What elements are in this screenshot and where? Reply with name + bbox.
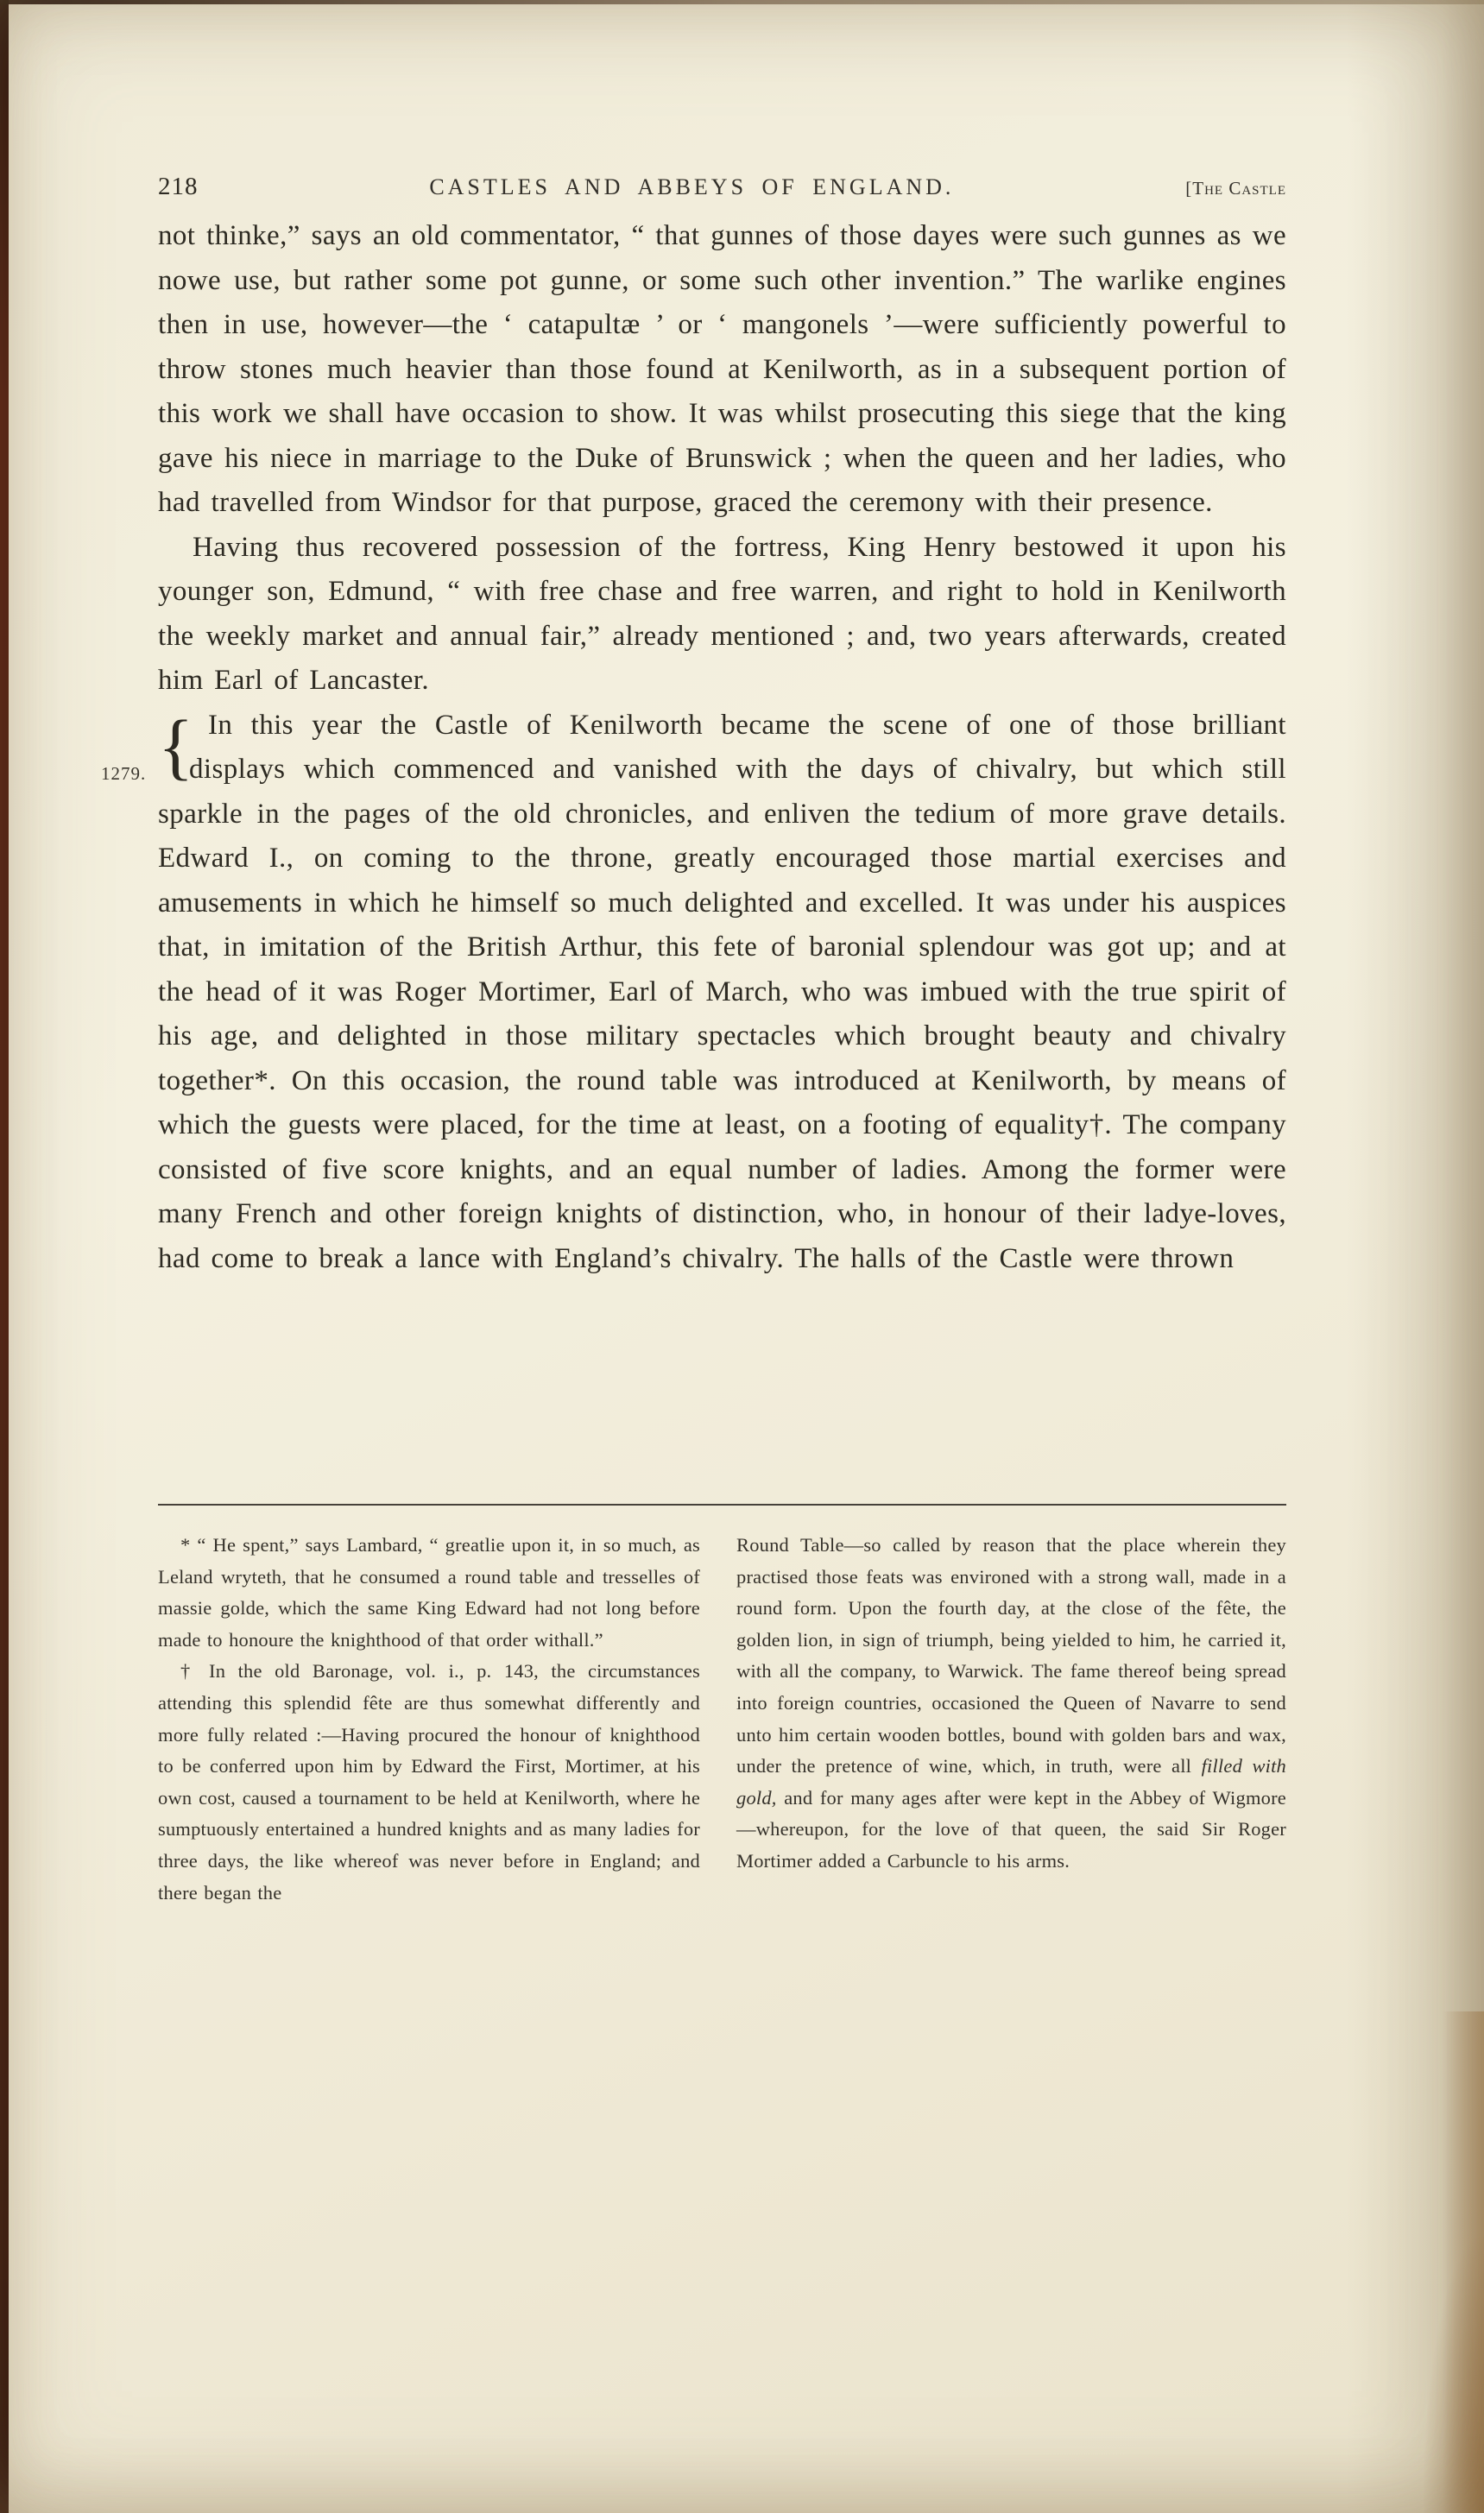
footnote-continuation-part1: Round Table—so called by reason that the place wherein they practised those feats was environed with a strong wall, made in a round form. Upon the fourth day, at the close of the fête, the golden lion, in sign of triumph, being yielded to him, he carried it, with all the company, to Warwick. The fame thereof being spread into foreign countries, occasioned the Queen of Navarre to send unto him certain wooden bottles, bound with golden bars and wax, under the pretence of wine, which, in truth, were all — [736, 1534, 1286, 1777]
footnote-dagger: † In the old Baronage, vol. i., p. 143, the circumstances attending this splendid fête are thus somewhat differently and more fully related :—Having procured the honour of knighthood to be conferred upon him by Edward the First, Mortimer, at his own cost, caused a tournament to be held at Kenilworth, where he sumptuously entertained a hundred knights and as many ladies for three days, the like whereof was never before in England; and there began the — [158, 1660, 700, 1904]
top-edge-shadow — [0, 0, 1484, 4]
running-head: CASTLES AND ABBEYS OF ENGLAND. — [429, 174, 955, 199]
footnote-right-column — [736, 1530, 1286, 1909]
paragraph-3-text: In this year the Castle of Kenilworth became the scene of one of those brilliant displays which commenced and vanished with the days of chivalry, but which still sparkle in the pages of the old chronicles, and enliven the tedium of more grave details. Edward I., on coming to the throne, greatly encouraged those martial exercises and amusements in which he himself so much delighted and excelled. It was under his auspices that, in imitation of the British Arthur, this fete of baronial splendour was got up; and at the head of it was Roger Mortimer, Earl of March, who was imbued with the true spirit of his age, and delighted in those military spectacles which brought beauty and chivalry together*. On this occasion, the round table was introduced at Kenilworth, by means of which the guests were placed, for the time at least, on a footing of equality†. The company consisted of five score knights, and an equal number of ladies. Among the former were many French and other foreign knights of distinction, who, in honour of their ladye-loves, had come to break a lance with England’s chivalry. The halls of the Castle were thrown — [158, 709, 1286, 1274]
paragraph-3 — [101, 704, 1286, 1282]
section-header-right: [The Castle — [1185, 178, 1286, 199]
footnote-continuation-part2: and for many ages after were kept in the Abbey of Wigmore—whereupon, for the love of that queen, the said Sir Roger Mortimer added a Carbuncle to his arms. — [736, 1786, 1286, 1872]
body-text — [101, 214, 1286, 1281]
paragraph-1: not thinke,” says an old commentator, “ that gunnes of those dayes were such gunnes as we nowe use, but rather some pot gunne, or some such other invention.” The warlike engines then in use, however—the ‘ catapultæ ’ or ‘ mangonels ’—were sufficiently powerful to throw stones much heavier than those found at Kenilworth, as in a subsequent portion of this work we shall have occasion to show. It was whilst prosecuting this siege that the king gave his niece in marriage to the Duke of Brunswick ; when the queen and her ladies, who had travelled from Windsor for that purpose, graced the ceremony with their presence. — [158, 220, 1286, 518]
footnotes — [158, 1530, 1286, 1909]
page-header — [158, 173, 1286, 201]
brace-glyph: { — [158, 704, 194, 787]
footnote-divider-rule — [158, 1504, 1286, 1506]
footnote-star: * “ He spent,” says Lambard, “ greatlie upon it, in so much, as Leland wryteth, that he consumed a round table and tresselles of massie golde, which the same King Edward had not long before made to honoure the knighthood of that order withall.” — [158, 1534, 700, 1651]
margin-year-note: 1279. — [101, 762, 147, 784]
bottom-corner-stain — [1424, 2237, 1484, 2513]
footnote-italic-phrase: filled with gold, — [736, 1755, 1287, 1809]
paragraph-2: Having thus recovered possession of the fortress, King Henry bestowed it upon his younger son, Edmund, “ with free chase and free warren, and right to hold in Kenilworth the weekly market and annual fair,” already mentioned ; and, two years afterwards, created him Earl of Lancaster. — [158, 531, 1286, 696]
footnote-left-column — [158, 1530, 700, 1909]
page-number: 218 — [158, 173, 199, 200]
binding-edge-shadow — [0, 0, 9, 2513]
footnote-continuation — [736, 1530, 1286, 1878]
